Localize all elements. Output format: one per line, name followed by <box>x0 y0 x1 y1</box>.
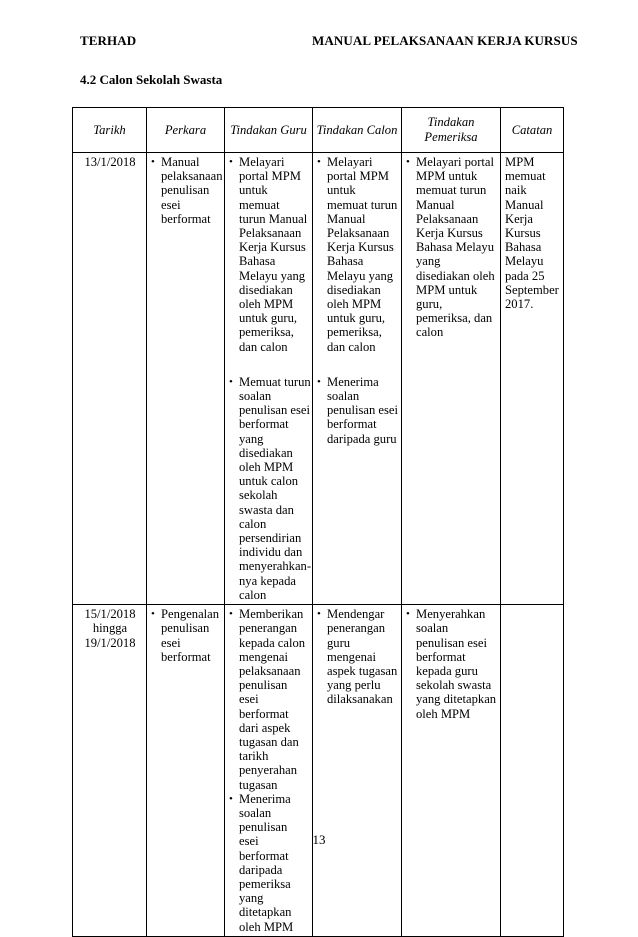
bullet-icon: • <box>317 375 321 388</box>
list-item <box>406 607 497 721</box>
cell-tindakan-guru <box>225 605 313 937</box>
page-number: 13 <box>312 832 326 847</box>
schedule-table <box>72 107 564 937</box>
column-header-tarikh: Tarikh <box>73 108 147 153</box>
list-item <box>229 607 309 792</box>
list-item <box>317 375 398 446</box>
column-header-catatan: Catatan <box>501 108 564 153</box>
header-right: MANUAL PELAKSANAAN KERJA KURSUS <box>312 33 578 48</box>
cell-tindakan-pemeriksa <box>402 605 501 937</box>
list-item <box>151 155 221 226</box>
bullet-icon: • <box>151 156 155 168</box>
header-left: TERHAD <box>80 33 137 48</box>
cell-perkara <box>147 605 225 937</box>
list-item <box>229 792 309 934</box>
cell-tindakan-guru <box>225 153 313 605</box>
column-header-perkara: Perkara <box>147 108 225 153</box>
table-row <box>73 605 564 937</box>
bullet-icon: • <box>151 608 155 621</box>
cell-tarikh: 13/1/2018 <box>73 153 147 605</box>
table-header-row <box>73 108 564 153</box>
list-item-text: Memberikan penerangan kepada calon mengenai pelaksanaan penulisan esei berformat dari aspek tugasan dan tarikh penyerahan tugasan <box>239 607 306 792</box>
cell-tarikh: 15/1/2018 hingga 19/1/2018 <box>73 605 147 937</box>
bullet-icon: • <box>317 608 321 621</box>
list-item <box>229 374 312 602</box>
column-header-tindakan-pemeriksa: Tindakan Pemeriksa <box>402 108 501 153</box>
cell-tindakan-calon <box>313 153 402 605</box>
section-title: 4.2 Calon Sekolah Swasta <box>80 72 223 87</box>
bullet-icon: • <box>406 156 410 168</box>
list-item <box>406 155 497 340</box>
list-item-text: Pengenalan penulisan esei berformat <box>161 607 220 664</box>
list-item-text: Menerima soalan penulisan esei berformat daripada pemeriksa yang ditetapkan oleh MPM <box>239 791 294 934</box>
bullet-icon: • <box>229 792 233 805</box>
list-item-text: Mendengar penerangan guru mengenai aspek tugasan yang perlu dilaksanakan <box>327 607 398 707</box>
cell-catatan: MPM memuat naik Manual Kerja Kursus Bahasa Melayu pada 25 September 2017. <box>501 153 564 605</box>
list-item-text: Melayari portal MPM untuk memuat turun Manual Pelaksanaan Kerja Kursus Bahasa Melayu yang disediakan oleh MPM untuk guru, pemeriksa, dan calon <box>239 155 308 354</box>
bullet-icon: • <box>317 156 321 168</box>
column-header-tindakan-calon: Tindakan Calon <box>313 108 402 153</box>
bullet-icon: • <box>229 608 233 621</box>
column-header-tindakan-guru: Tindakan Guru <box>225 108 313 153</box>
list-item-text: Manual pelaksanaan penulisan esei berformat <box>161 155 223 226</box>
list-item <box>229 155 309 354</box>
list-item <box>151 607 221 664</box>
list-item-text: Menyerahkan soalan penulisan esei berformat kepada guru sekolah swasta yang ditetapkan oleh MPM <box>416 607 497 721</box>
cell-catatan <box>501 605 564 937</box>
list-item <box>317 607 398 706</box>
bullet-icon: • <box>229 156 233 168</box>
cell-tindakan-calon <box>313 605 402 937</box>
list-item-text: Melayari portal MPM untuk memuat turun Manual Pelaksanaan Kerja Kursus Bahasa Melayu yang disediakan oleh MPM untuk guru, pemeriksa, dan calon <box>416 155 495 340</box>
bullet-icon: • <box>229 375 233 388</box>
list-item-text: Melayari portal MPM untuk memuat turun Manual Pelaksanaan Kerja Kursus Bahasa Melayu yang disediakan oleh MPM untuk guru, pemeriksa, dan calon <box>327 155 398 354</box>
bullet-icon: • <box>406 608 410 621</box>
table-row <box>73 153 564 605</box>
list-item-text: Menerima soalan penulisan esei berformat daripada guru <box>327 374 398 446</box>
cell-perkara <box>147 153 225 605</box>
list-item-text: Memuat turun soalan penulisan esei berformat yang disediakan oleh MPM untuk calon sekolah swasta dan calon persendirian individu dan menyerahkan-nya kepada calon <box>239 374 312 602</box>
list-item <box>317 155 398 354</box>
cell-tindakan-pemeriksa <box>402 153 501 605</box>
